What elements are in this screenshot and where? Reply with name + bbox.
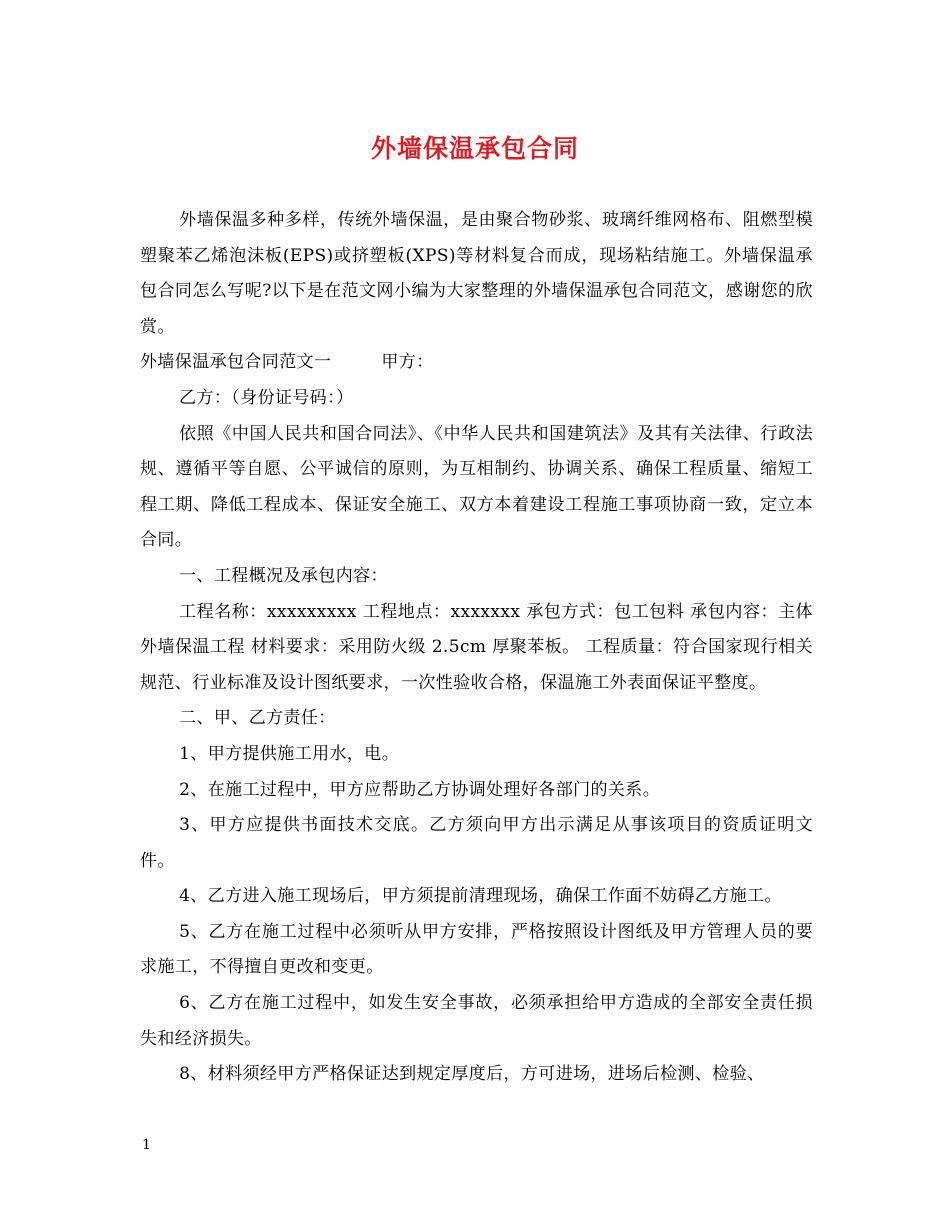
page-number: 1 (142, 1137, 151, 1153)
legal-basis-paragraph: 依照《中国人民共和国合同法》、《中华人民共和国建筑法》及其有关法律、行政法规、遵循平等自愿、公平诚信的原则，为互相制约、协调关系、确保工程质量、缩短工程工期、降低工程成本、保证安全施工、双方本着建设工程施工事项协商一致，定立本合同。 (140, 423, 813, 551)
clause-2: 2、在施工过程中，甲方应帮助乙方协调处理好各部门的关系。 (179, 779, 661, 800)
intro-paragraph: 外墙保温多种多样，传统外墙保温，是由聚合物砂浆、玻璃纤维网格布、阻燃型模塑聚苯乙烯泡沫板(EPS)或挤塑板(XPS)等材料复合而成，现场粘结施工。外墙保温承包合同怎么写呢?以下是在范文网小编为大家整理的外墙保温承包合同范文，感谢您的欣赏。 (140, 210, 813, 337)
clause-5: 5、乙方在施工过程中必须听从甲方安排，严格按照设计图纸及甲方管理人员的要求施工，不得擅自更改和变更。 (140, 921, 813, 978)
party-b-line: 乙方：（身份证号码：） (179, 387, 354, 408)
project-details-paragraph: 工程名称：xxxxxxxxx 工程地点：xxxxxxx 承包方式：包工包料 承包内容：主体外墙保温工程 材料要求：采用防火级 2.5cm 厚聚苯板。 工程质量：符合国家现行相关规范、行业标准及设计图纸要求，一次性验收合格，保温施工外表面保证平整度。 (140, 601, 813, 693)
sample-heading-line (140, 345, 813, 381)
clause-6: 6、乙方在施工过程中，如发生安全事故，必须承担给甲方造成的全部安全责任损失和经济损失。 (140, 993, 813, 1049)
party-a-label: 甲方： (381, 352, 434, 373)
section-heading-overview: 一、工程概况及承包内容： (179, 565, 388, 586)
clause-8: 8、材料须经甲方严格保证达到规定厚度后，方可进场，进场后检测、检验、 (179, 1064, 765, 1085)
clause-1: 1、甲方提供施工用水，电。 (179, 743, 400, 764)
sample-heading: 外墙保温承包合同范文一 (140, 352, 332, 373)
document-body (140, 203, 813, 1093)
section-heading-responsibilities: 二、甲、乙方责任： (179, 708, 336, 729)
clause-3: 3、甲方应提供书面技术交底。乙方须向甲方出示满足从事该项目的资质证明文件。 (140, 815, 813, 871)
clause-4: 4、乙方进入施工现场后，甲方须提前清理现场，确保工作面不妨碍乙方施工。 (179, 886, 782, 907)
document-title: 外墙保温承包合同 (370, 134, 579, 163)
